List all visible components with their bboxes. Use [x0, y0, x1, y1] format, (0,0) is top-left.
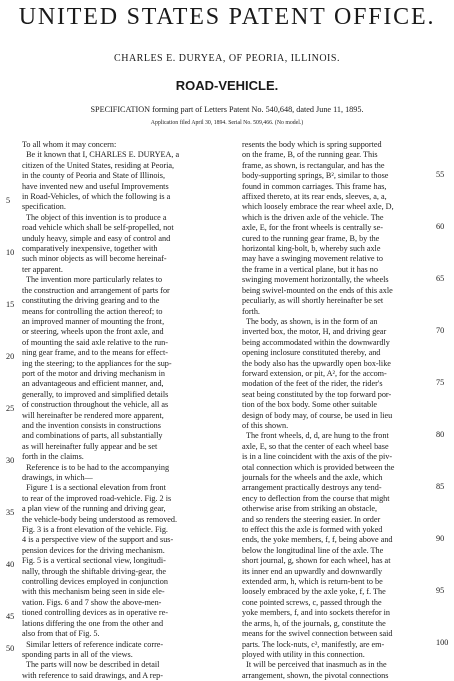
line-number: 70: [436, 326, 445, 335]
specification-line: SPECIFICATION forming part of Letters Patent No. 540,648, dated June 11, 1895.: [90, 105, 364, 114]
line-number: 20: [6, 352, 15, 361]
left-column: [22, 140, 210, 680]
line-number: 25: [6, 404, 15, 413]
line-number: 95: [436, 586, 445, 595]
line-number: 30: [6, 456, 15, 465]
line-number: 10: [6, 248, 15, 257]
line-number: 60: [436, 222, 445, 231]
left-column-text: To all whom it may concern: Be it known that I, CHARLES E. DURYEA, a citizen of the United States, residing at Peoria, in the county of Peoria and State of Illinois, have invented new and useful Improvements in Road-Vehicles, of which the following is a specification. The object of this invention is to produce a road vehicle which shall be self-propelled, not unduly heavy, simple and easy of control and comparatively inexpensive, together with such minor objects as will become hereinaf- ter apparent. The invention more particularly relates to the construction and arrangement of parts for constituting the driving gearing and to the means for controlling the action thereof; to an improved manner of mounting the front, or steering, wheels upon the front axle, and of mounting the said axle relative to the run- ning gear frame, and to the means for effect- ing the steering; to the appliances for the sup- port of the motor and driving mechanism in an advantageous and efficient manner, and, generally, to improved and simplified details of construction throughout the vehicle, all as will hereinafter be rendered more apparent, and the invention consists in constructions and combinations of parts, all substantially as will hereinafter fully appear and be set forth in the claims. Reference is to be had to the accompanying drawings, in which— Figure 1 is a sectional elevation from front to rear of the improved road-vehicle. Fig. 2 is a plan view of the running and driving gear, the vehicle-body being understood as removed. Fig. 3 is a front elevation of the vehicle. Fig. 4 is a perspective view of the support and sus- pension devices for the driving mechanism. Fig. 5 is a vertical sectional view, longitudi- nally, through the shiftable driving-gear, the controlling devices employed in conjunction with this mechanism being seen in side ele- vation. Figs. 6 and 7 show the above-men- tioned controlling devices as in operative re- lations differing the one from the other and also from that of Fig. 5. Similar letters of reference indicate corre- sponding parts in all of the views. The parts will now be described in detail with reference to said drawings, and A rep-: [22, 140, 180, 680]
line-number: 90: [436, 534, 445, 543]
line-number: 45: [6, 612, 15, 621]
right-column-text: resents the body which is spring supported on the frame, B, of the running gear. This frame, as shown, is rectangular, and has the body-supporting springs, B², similar to those found in common carriages. This frame has, affixed thereto, at its rear ends, sleeves, a, a, which loosely embrace the rear wheel axle, D, which is the driven axle of the vehicle. The axle, E, for the front wheels is centrally se- cured to the running gear frame, B, by the horizontal king-bolt, b, whereby such axle may have a swinging movement relative to the frame in a vertical plane, but it has no swinging movement horizontally, the wheels being swivel-mounted on the ends of this axle peculiarly, as will shortly hereinafter be set forth. The body, as shown, is in the form of an inverted box, the motor, H, and driving gear being accommodated within the downwardly opening inclosure constituted thereby, and the body also has the upwardly open box-like forward extension, or pit, A², for the accom- modation of the feet of the rider, the rider's seat being constituted by the top forward por- tion of the box body. Some other suitable design of body may, of course, be used in lieu of this shown. The front wheels, d, d, are hung to the front axle, E, so that the center of each wheel base is in a line coincident with the axis of the piv- otal connection which is provided between the journals for the wheels and the axle, which arrangement practically destroys any tend- ency to deflection from the course that might otherwise arise from striking an obstacle, and so renders the steering easier. In order to effect this the axle is formed with yoked ends, the yoke members, f, f, being above and below the longitudinal line of the axle. The short journal, g, shown for each wheel, has at its inner end an upwardly and downwardly extended arm, h, which is return-bent to be loosely embraced by the axle yoke, f, f. The cone pointed screws, c, passed through the yoke members, f, and into sockets therefor in the arms, h, of the journals, g, constitute the means for the swivel connection between said parts. The lock-nuts, c², manifestly, are em- ployed with utility in this connection. It will be perceived that inasmuch as in the arrangement, shown, the pivotal connections: [242, 140, 395, 680]
right-column: [242, 140, 430, 680]
line-number: 75: [436, 378, 445, 387]
office-heading: UNITED STATES PATENT OFFICE.: [18, 4, 436, 30]
line-number: 50: [6, 644, 15, 653]
line-number: 100: [436, 638, 449, 647]
line-number: 80: [436, 430, 445, 439]
line-number: 55: [436, 170, 445, 179]
line-number: 65: [436, 274, 445, 283]
line-number: 35: [6, 508, 15, 517]
inventor-line: CHARLES E. DURYEA, OF PEORIA, ILLINOIS.: [114, 53, 340, 64]
patent-title: ROAD-VEHICLE.: [175, 78, 279, 93]
line-number: 5: [6, 196, 11, 205]
application-line: Application filed April 30, 1894. Serial No. 509,466. (No model.): [150, 120, 304, 126]
line-number: 85: [436, 482, 445, 491]
line-number: 40: [6, 560, 15, 569]
line-number: 15: [6, 300, 15, 309]
